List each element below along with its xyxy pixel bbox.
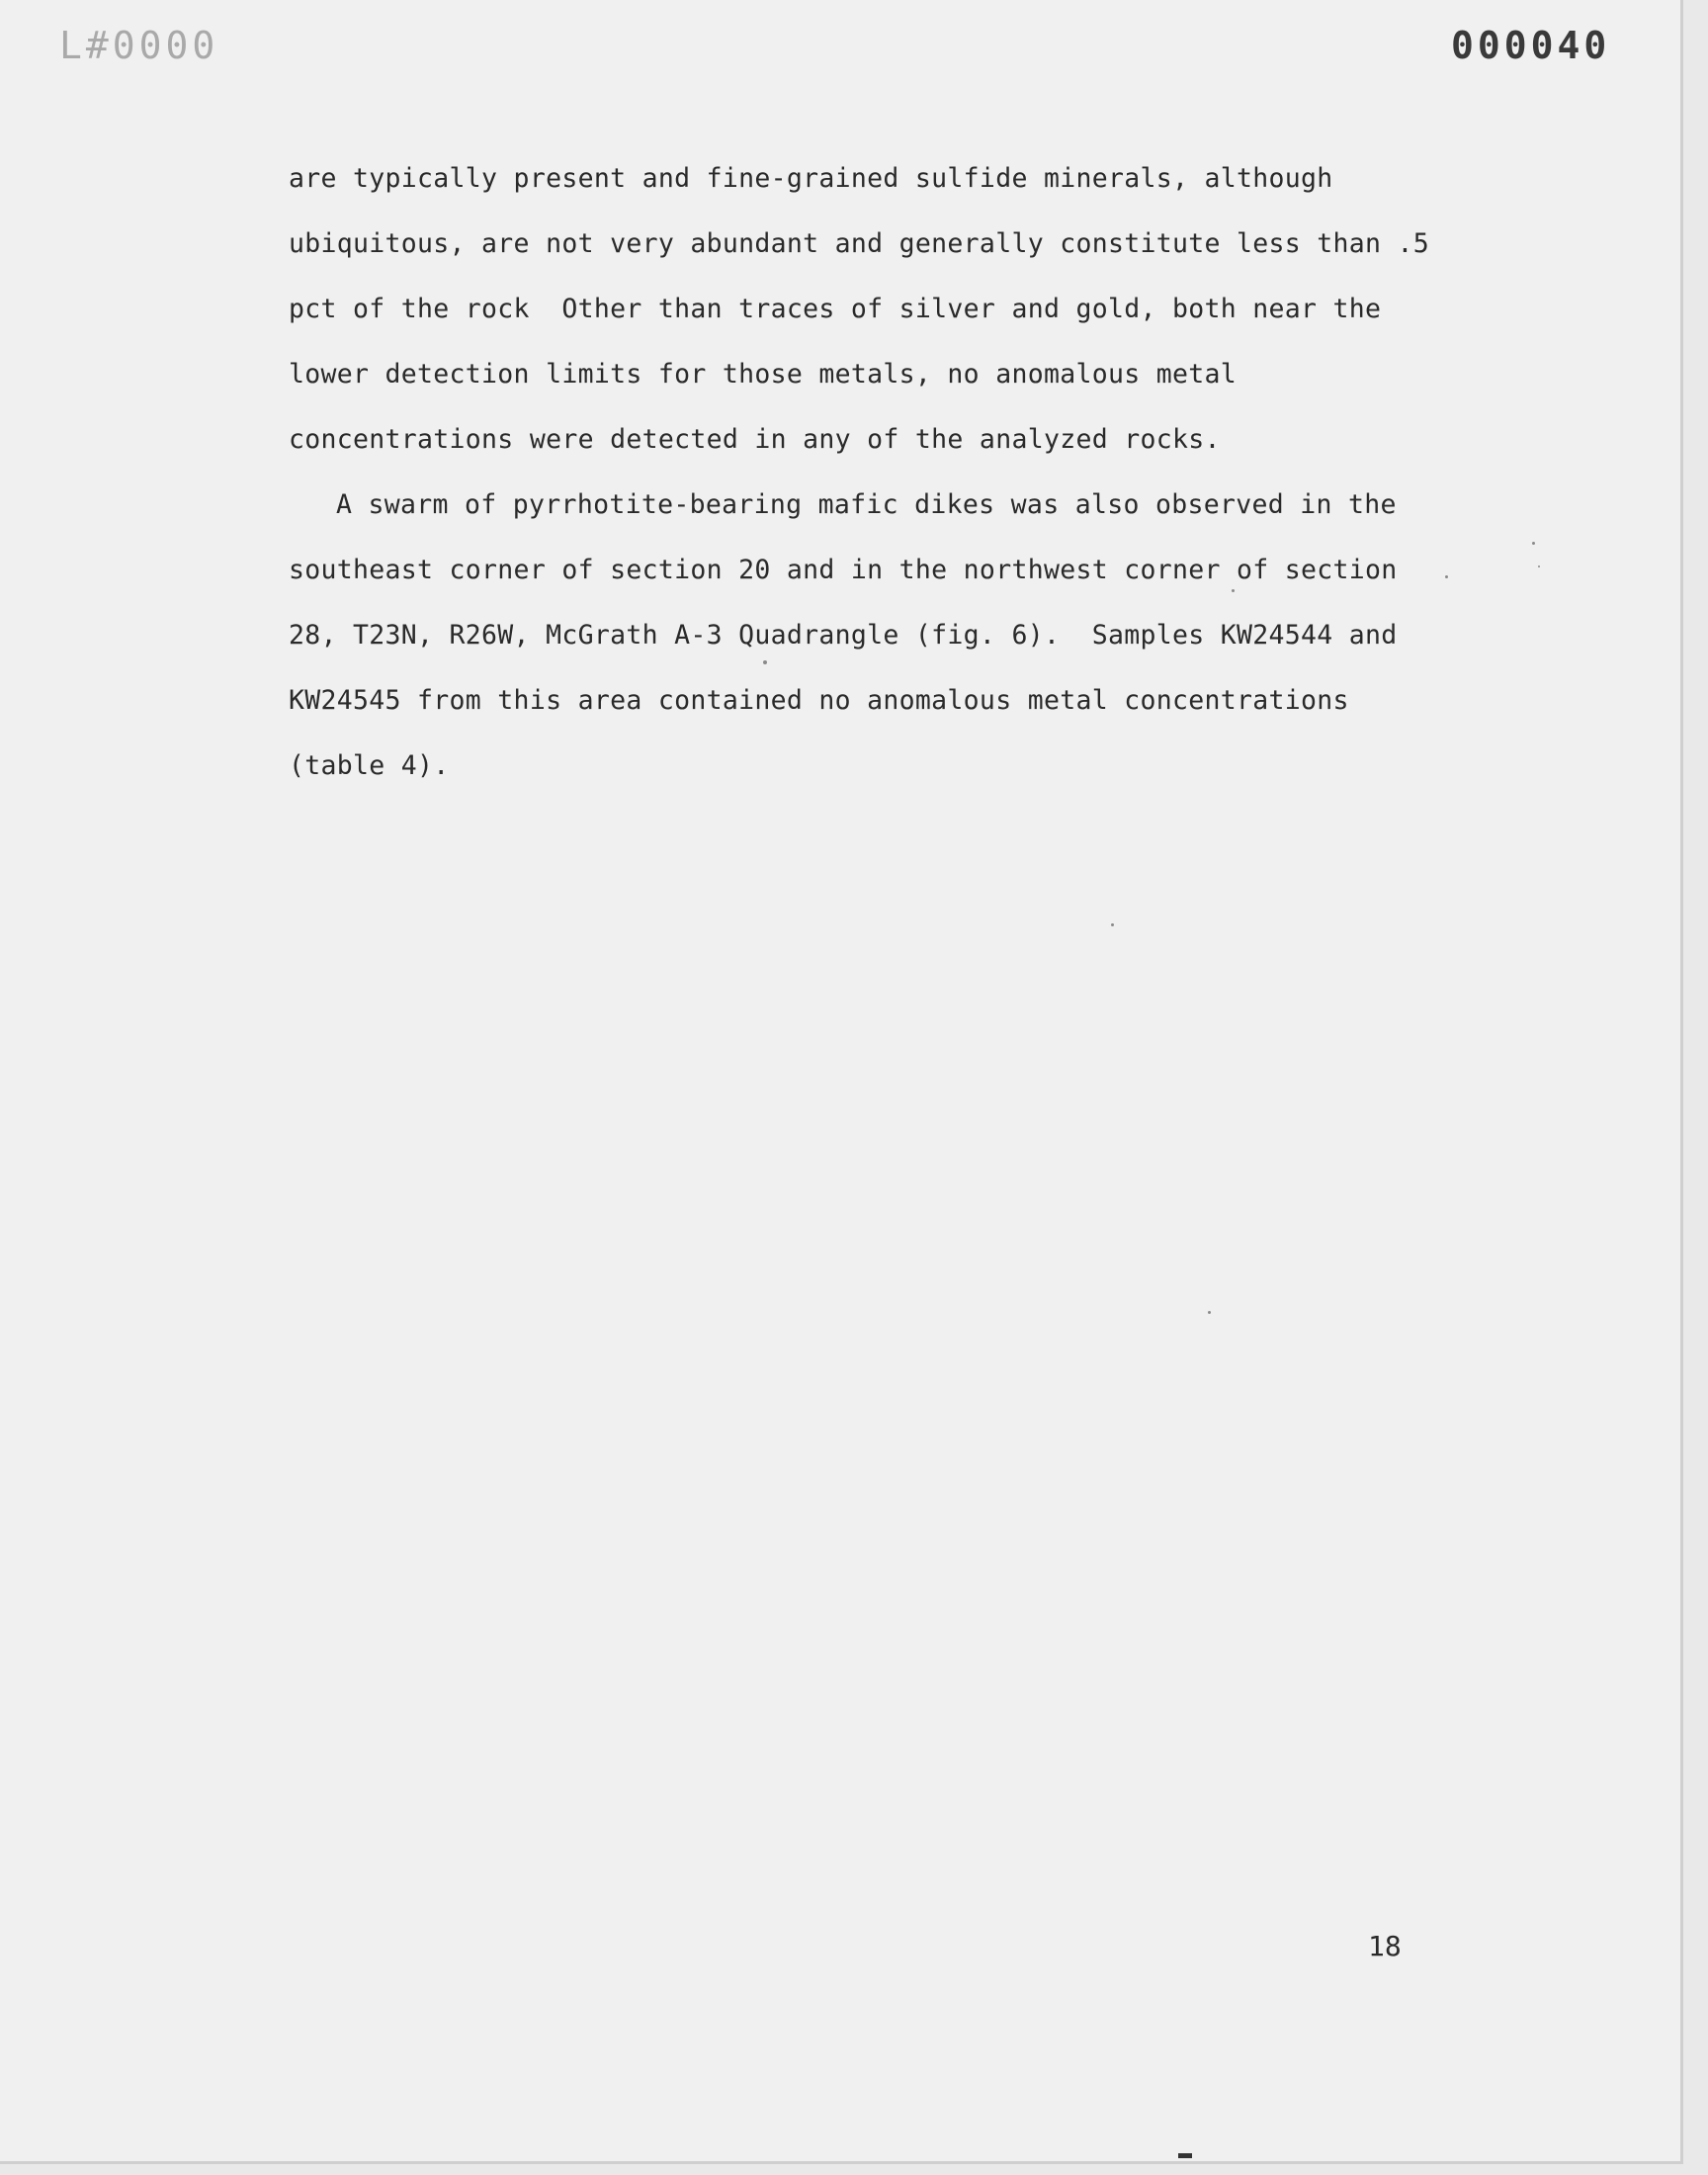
- scan-speck: [1538, 566, 1540, 567]
- paragraph-line: lower detection limits for those metals, no anomalous metal: [289, 359, 1238, 390]
- scan-speck: [1445, 575, 1448, 578]
- paragraph-line: KW24545 from this area contained no anomalous metal concentrations: [289, 685, 1349, 716]
- paragraph-line: are typically present and fine-grained sulfide minerals, although: [289, 163, 1333, 194]
- scan-speck: [763, 660, 767, 664]
- scan-speck: [1532, 542, 1535, 545]
- faded-stamp-number: L#0000: [59, 24, 219, 67]
- scan-speck: [1232, 589, 1235, 592]
- paragraph-line: pct of the rock Other than traces of silver and gold, both near the: [289, 294, 1382, 324]
- body-text: [289, 146, 1475, 799]
- paragraph-line: southeast corner of section 20 and in the northwest corner of section: [289, 555, 1398, 585]
- scan-speck: [1111, 923, 1114, 926]
- page-number: 18: [1368, 1930, 1402, 1962]
- paragraph-line: concentrations were detected in any of the analyzed rocks.: [289, 424, 1221, 455]
- scan-mark: [1178, 2153, 1192, 2158]
- paragraph-line: ubiquitous, are not very abundant and generally constitute less than .5: [289, 228, 1430, 259]
- document-stamp-number: 000040: [1451, 24, 1611, 67]
- paragraph-line: (table 4).: [289, 750, 450, 781]
- paragraph-line: A swarm of pyrrhotite-bearing mafic dikes was also observed in the: [336, 489, 1397, 520]
- paragraph-1: [289, 146, 1475, 473]
- paragraph-line: 28, T23N, R26W, McGrath A-3 Quadrangle (fig. 6). Samples KW24544 and: [289, 620, 1398, 651]
- paragraph-2: [289, 473, 1475, 799]
- scan-speck: [1208, 1311, 1211, 1314]
